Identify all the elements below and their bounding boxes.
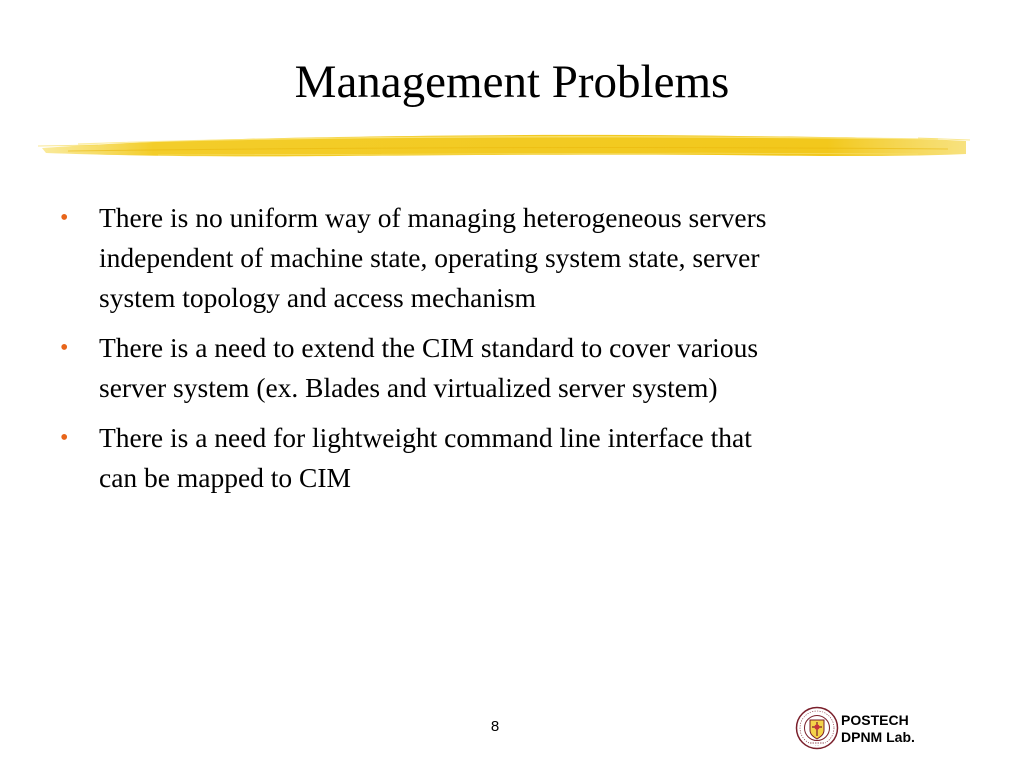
bullet-dot-icon: • bbox=[60, 425, 69, 451]
bullet-list bbox=[58, 198, 958, 508]
bullet-item bbox=[58, 418, 958, 498]
bullet-line: can be mapped to CIM bbox=[99, 462, 352, 493]
bullet-dot-icon: • bbox=[60, 205, 69, 231]
bullet-item bbox=[58, 328, 958, 408]
slide-title: Management Problems bbox=[294, 56, 730, 108]
university-seal-icon bbox=[795, 706, 839, 750]
bullet-line: There is a need for lightweight command line interface that bbox=[99, 422, 752, 453]
org-name-line1: POSTECH bbox=[841, 712, 909, 728]
organization-name bbox=[841, 712, 915, 746]
bullet-line: server system (ex. Blades and virtualized server system) bbox=[99, 372, 718, 403]
bullet-dot-icon: • bbox=[60, 335, 69, 361]
bullet-line: system topology and access mechanism bbox=[99, 282, 536, 313]
bullet-item bbox=[58, 198, 958, 318]
org-name-line2: DPNM Lab. bbox=[841, 729, 915, 745]
page-number: 8 bbox=[490, 718, 500, 735]
bullet-line: There is no uniform way of managing heterogeneous servers bbox=[99, 202, 767, 233]
bullet-line: There is a need to extend the CIM standard to cover various bbox=[99, 332, 759, 363]
bullet-line: independent of machine state, operating system state, server bbox=[99, 242, 760, 273]
title-underline-stroke bbox=[38, 124, 970, 168]
